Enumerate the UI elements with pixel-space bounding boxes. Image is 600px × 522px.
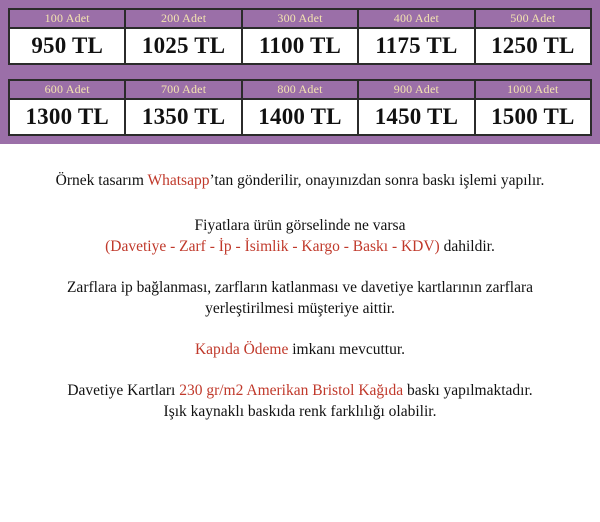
price-value: 1500 TL <box>491 104 575 129</box>
quantity-label: 1000 Adet <box>476 81 590 100</box>
note-text: Fiyatlara ürün görselinde ne varsa <box>194 217 406 234</box>
price-value: 1175 TL <box>375 33 458 58</box>
note-customer-responsibility <box>10 277 590 319</box>
price-value: 1250 TL <box>491 33 575 58</box>
notes-section <box>0 144 600 422</box>
note-text: Işık kaynaklı baskıda renk farklılığı olabilir. <box>163 403 437 420</box>
price-row <box>8 79 592 136</box>
cash-on-delivery-highlight: Kapıda Ödeme <box>194 341 289 358</box>
quantity-label: 800 Adet <box>243 81 357 100</box>
price-cell <box>243 81 359 134</box>
quantity-label: 500 Adet <box>476 10 590 29</box>
quantity-label: 300 Adet <box>243 10 357 29</box>
price-value: 1300 TL <box>25 104 109 129</box>
note-paper-type <box>10 380 590 422</box>
note-text: ’tan gönderilir, onayınızdan sonra baskı işlemi yapılır. <box>209 172 545 189</box>
quantity-label: 600 Adet <box>10 81 124 100</box>
quantity-label: 200 Adet <box>126 10 240 29</box>
price-value: 1400 TL <box>258 104 342 129</box>
note-text: imkanı mevcuttur. <box>288 341 406 358</box>
price-table-panel <box>0 0 600 144</box>
note-sample-design <box>10 170 590 191</box>
note-text: Zarflara ip bağlanması, zarfların katlanması ve davetiye kartlarının zarflara <box>66 279 534 296</box>
note-text: dahildir. <box>439 238 495 255</box>
note-cash-on-delivery <box>10 339 590 360</box>
price-cell <box>126 81 242 134</box>
price-cell <box>10 81 126 134</box>
price-cell <box>359 10 475 63</box>
included-items-highlight: (Davetiye - Zarf - İp - İsimlik - Kargo - Baskı - KDV) <box>105 238 440 255</box>
price-value: 1450 TL <box>374 104 459 129</box>
quantity-label: 400 Adet <box>359 10 473 29</box>
quantity-label: 700 Adet <box>126 81 240 100</box>
quantity-label: 900 Adet <box>359 81 473 100</box>
price-cell <box>126 10 242 63</box>
note-text: Davetiye Kartları <box>67 382 180 399</box>
price-cell <box>10 10 126 63</box>
price-cell <box>243 10 359 63</box>
price-row <box>8 8 592 65</box>
price-cell <box>359 81 475 134</box>
note-included-items <box>10 215 590 257</box>
price-cell <box>476 81 590 134</box>
paper-type-highlight: 230 gr/m2 Amerikan Bristol Kağıda <box>179 382 404 399</box>
price-cell <box>476 10 590 63</box>
price-value: 950 TL <box>31 33 104 58</box>
quantity-label: 100 Adet <box>10 10 124 29</box>
price-value: 1350 TL <box>141 104 226 129</box>
note-text: baskı yapılmaktadır. <box>403 382 533 399</box>
price-value: 1100 TL <box>258 33 342 58</box>
whatsapp-highlight: Whatsapp <box>147 172 210 189</box>
price-value: 1025 TL <box>141 33 226 58</box>
note-text: Örnek tasarım <box>55 172 148 189</box>
note-text: yerleştirilmesi müşteriye aittir. <box>205 300 395 317</box>
